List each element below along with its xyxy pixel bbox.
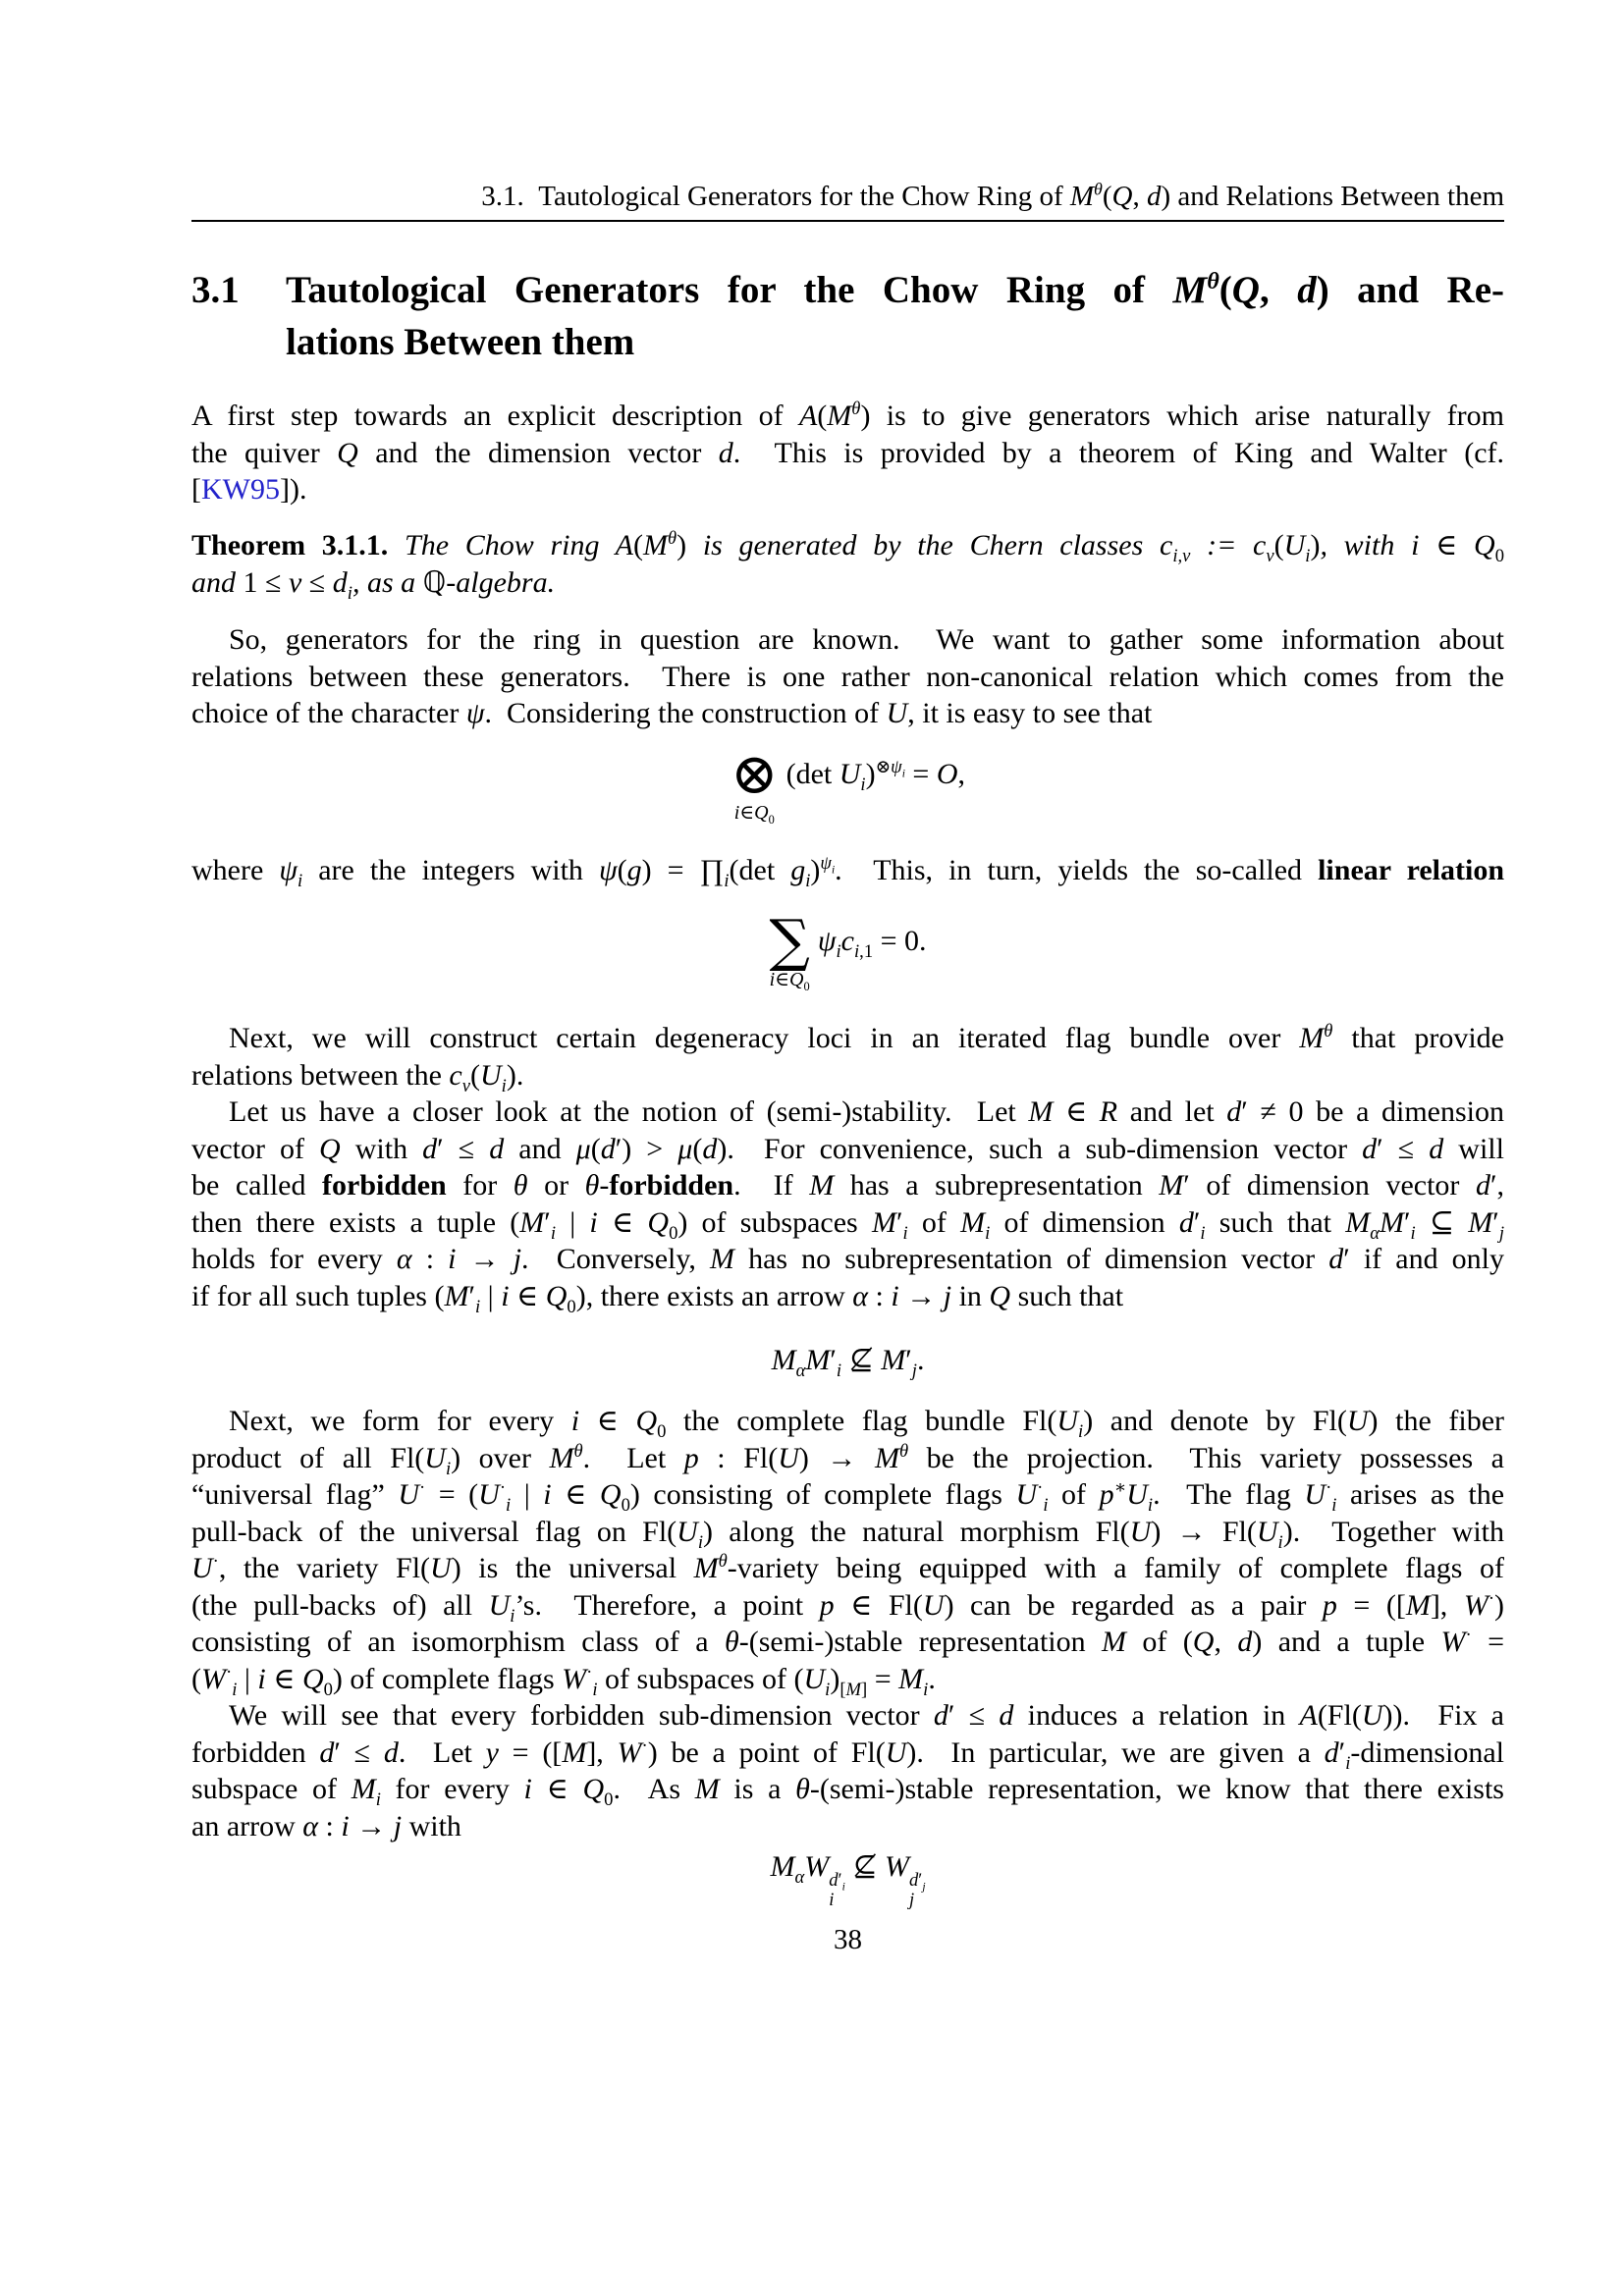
section-heading	[191, 264, 1504, 368]
text-line: forbidden d′ ≤ d. Let y = ([M], W·) be a point of Fl(U). In particular, we are given a $d'_i$-dimensional	[191, 1735, 1504, 1774]
text-line: holds for every α : i → j. Conversely, M has no subrepresentation of dimension vector d′ if and only	[191, 1243, 1504, 1275]
text-line: then there exists a tuple ($M'_i$ | i ∈ $Q_0$) of subspaces $M'_i$ of $M_i$ of dimension $d'_i$ such that $M_\alpha M'_i$ ⊆ $M'_j$	[191, 1205, 1504, 1244]
sum-operator	[769, 907, 810, 993]
text-line: vector of Q with d′ ≤ d and μ(d′) > μ(d). For convenience, such a sub-dimension vector d′ ≤ d will	[191, 1132, 1504, 1165]
sum-limit: $i\in Q_0$	[769, 969, 810, 993]
equation-tensor-body: (det $U_i)^{\otimes\psi_i} = O$,	[785, 757, 966, 795]
text-line: if for all such tuples ($M'_i$ | i ∈ $Q_0$), there exists an arrow α : i → j in Q such that	[191, 1279, 1124, 1317]
text-line: Let us have a closer look at the notion of (semi-)stability. Let M ∈ R and let d′ ≠ 0 be a dimension	[229, 1095, 1504, 1128]
equation-linear-relation	[191, 907, 1504, 993]
text-line: be called forbidden for θ or θ-forbidden. If M has a subrepresentation M′ of dimension vector d′,	[191, 1169, 1504, 1201]
section-title	[286, 264, 1504, 368]
text-line: and $1 \le \nu \le d_i$, as a ℚ-algebra.	[191, 564, 556, 604]
text-line: product of all $Fl(U_i)$ over $M^\theta$. Let p : $Fl(U) \to M^\theta$ be the projection. This variety possesses a	[191, 1440, 1504, 1479]
text-line: the quiver Q and the dimension vector d. This is provided by a theorem of King and Walter (cf.	[191, 436, 1504, 469]
header-rule	[191, 220, 1504, 222]
text-line: Next, we form for every i ∈ $Q_0$ the complete flag bundle $Fl(U_i)$ and denote by Fl(U) the fiber	[229, 1405, 1505, 1442]
paragraph-closer-look	[191, 1094, 1504, 1317]
paragraph-next-construct	[191, 1020, 1504, 1094]
text-line: So, generators for the ring in question are known. We want to gather some information about	[229, 623, 1504, 656]
text-line: [KW95]).	[191, 473, 307, 506]
text-line: A first step towards an explicit description of $A(M^\theta)$ is to give generators which arise naturally from	[191, 399, 1504, 432]
text-line: relations between these generators. There is one rather non-canonical relation which comes from the	[191, 660, 1504, 693]
bigotimes-limit: $i\in Q_0$	[733, 802, 775, 827]
bigotimes-operator	[730, 740, 779, 827]
equation-sum-body: $\psi_ic_{i,1} = 0$.	[817, 925, 927, 962]
text-line: where $\psi_i$ are the integers with $\psi(g) = \prod_i(\det$ $g_i)^{\psi_i}$. This, in turn, yields the so-called linear relation	[191, 853, 1505, 891]
text-line: choice of the character ψ. Considering the construction of U, it is easy to see that	[191, 697, 1153, 729]
text-line: Theorem 3.1.1. The Chow ring $A(M^\theta)$ is generated by the Chern classes $c_{i,\nu}$ := $c_\nu(U_i)$, with i ∈ $Q_0$	[191, 528, 1504, 566]
text-line: pull-back of the universal flag on $Fl(U_i)$ along the natural morphism $Fl(U) \to Fl(U_i)$. Together with	[191, 1515, 1504, 1553]
text-line: We will see that every forbidden sub-dimension vector d′ ≤ d induces a relation in A(Fl(U)). Fix a	[229, 1699, 1504, 1732]
page-number: 38	[834, 1924, 862, 1955]
paragraph-we-will-see	[191, 1697, 1504, 1844]
text-line: (the pull-backs of) all $U_i’s$. Therefore, a point p ∈ Fl(U) can be regarded as a pair p = ([M], W·)	[191, 1587, 1505, 1627]
bigotimes-glyph: ⊗	[730, 740, 779, 807]
text-column	[191, 0, 1504, 2296]
text-line: consisting of an isomorphism class of a θ-(semi-)stable representation M of (Q, d) and a tuple W· =	[191, 1625, 1505, 1658]
equation-tensor-identity	[191, 740, 1504, 827]
section-title-line1: Tautological Generators for the Chow Ring of $M^\theta(Q$, d) and Re-	[286, 268, 1505, 311]
equation-not-subset-m: $M_\alpha M'_i$ ⊈ $M'_j$.	[771, 1344, 925, 1381]
citation-kw95[interactable]: KW95	[201, 473, 280, 506]
text-line: subspace of $M_i$ for every i ∈ $Q_0$. As M is a θ-(semi-)stable representation, we know that there exists	[191, 1773, 1504, 1810]
theorem-3-1-1	[191, 527, 1504, 604]
text-line: relations between the $c_\nu(U_i)$.	[191, 1058, 524, 1096]
text-line: Next, we will construct certain degeneracy loci in an iterated flag bundle over $M^\theta$ that provide	[229, 1021, 1504, 1054]
text-line: ($W^\cdot_i$ | i ∈ $Q_0$) of complete flags $W^\cdot_i$ of subspaces of $(U_i)_{[M]} = M_i$.	[191, 1661, 936, 1700]
section-number: 3.1	[191, 269, 240, 311]
text-line: U·, the variety Fl(U) is the universal $M^\theta$-variety being equipped with a family of complete flags of	[191, 1551, 1505, 1584]
text-line: an arrow α : i → j with	[191, 1809, 461, 1842]
sum-glyph: ∑	[769, 907, 810, 974]
paragraph-intro	[191, 398, 1504, 508]
section-title-line2: lations Between them	[286, 321, 635, 363]
paragraph-next-form	[191, 1403, 1505, 1700]
paragraph-where-line	[191, 852, 1504, 889]
text-line: “universal flag” $U^\cdot = (U^\cdot_i$ | i ∈ $Q_0$) consisting of complete flags $U^\cdot_i$ of $p^∗U_i$. The flag $U^\cdot_i$ arises as the	[191, 1477, 1505, 1516]
equation-not-subset-w: $M_\alpha W$ $d'_i$ i ⊈ W $d'_j$ j	[770, 1850, 926, 1910]
running-header: 3.1. Tautological Generators for the Chow Ring of $M^\theta(Q$, d) and Relations Between them	[481, 179, 1504, 212]
paragraph-so-generators	[191, 621, 1504, 732]
